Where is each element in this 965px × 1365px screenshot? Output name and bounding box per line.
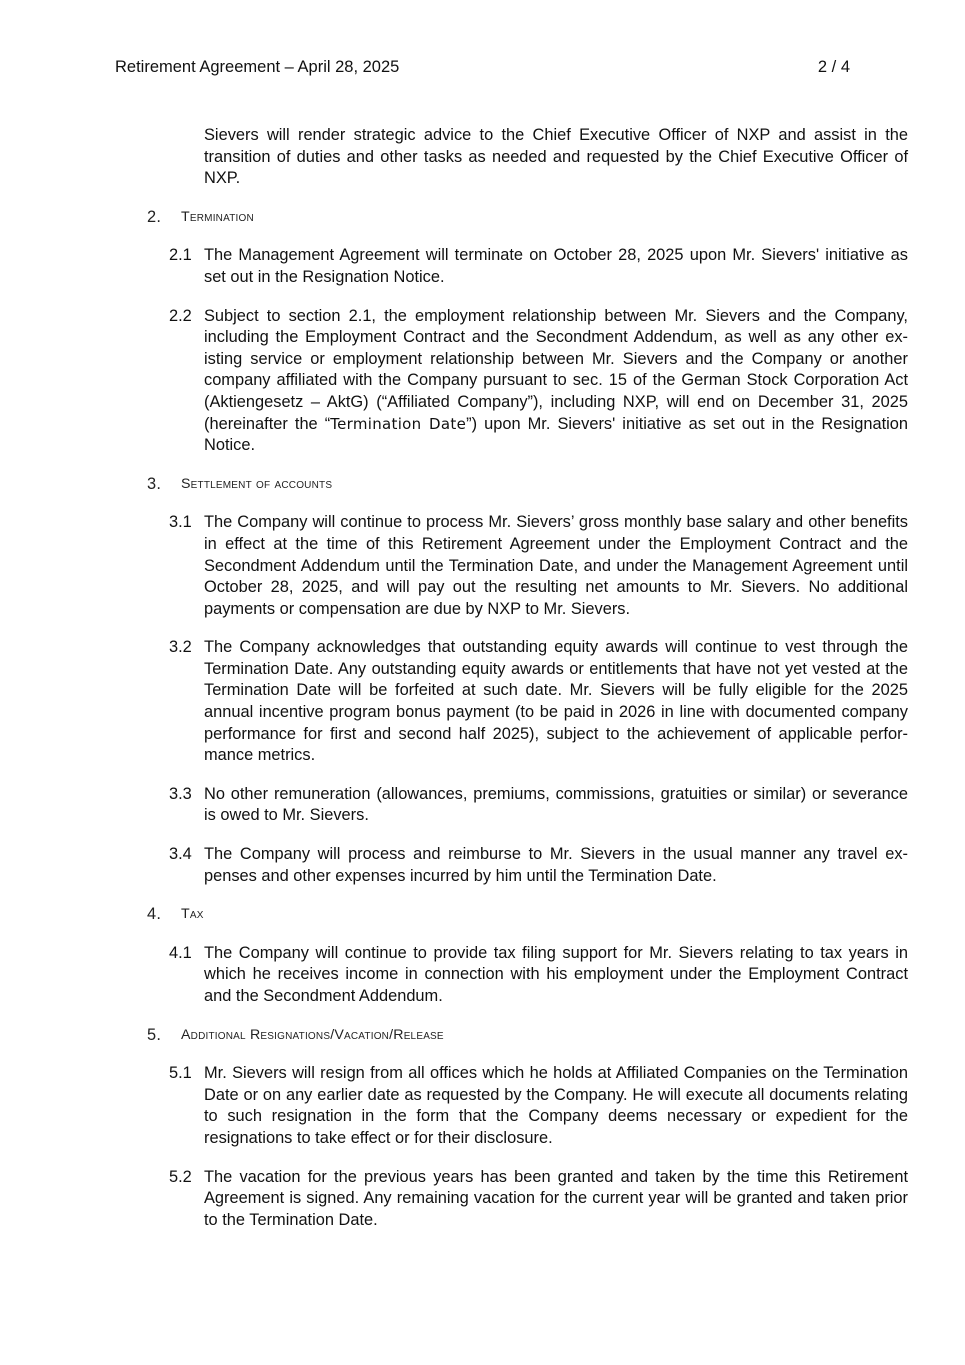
clause-text: The Company will process and reimburse to Mr. Sievers in the usual manner any travel expenses and other expenses incurred by him until the Termination Date. (204, 845, 908, 885)
document-title: Retirement Agreement – April 28, 2025 (115, 58, 400, 76)
section-title: Settlement of accounts (181, 475, 333, 492)
clause-number: 3.1 (169, 513, 192, 532)
clause-text: The Management Agreement will terminate on October 28, 2025 upon Mr. Sievers' initiative as set out in the Resignation Notice. (204, 246, 908, 286)
clause-text: The Company will continue to process Mr. Sievers’ gross monthly base salary and other benefits in effect at the time of this Retirement Agreement under the Employment Contract and the Secondment Addendum until the Termination Date, and under the Management Agreement until October 28, 2025, and will pay out the resulting net amounts to Mr. Sievers. No additional payments or compensation are due by NXP to Mr. Sievers. (204, 513, 908, 618)
section-number: 4. (147, 905, 162, 924)
clause-number: 3.4 (169, 845, 192, 864)
clause-text: No other remuneration (allowances, premiums, commissions, gratuities or similar) or severance is owed to Mr. Sievers. (204, 784, 908, 825)
clause-5-1 (169, 1063, 908, 1149)
defined-term: Termination Date (330, 414, 467, 433)
clause-number: 3.3 (169, 784, 192, 803)
clause-number: 3.2 (169, 638, 192, 657)
clause-text-part-a: Subject to section 2.1, the employment relationship between Mr. Sievers and the Company, including the Employment Contract and the Secondment Addendum, as well as any other existing service or employment relationship between Mr. Sievers and the Company or another company affiliated with the Company pursuant to sec. 15 of the German Stock Corporation Act (Aktiengesetz – AktG) (“Affiliated Company”), including NXP, will end on December 31, 2025 (hereinafter the “ (204, 306, 908, 433)
clause-text: Mr. Sievers will resign from all offices which he holds at Affiliated Companies on the Termination Date or on any earlier date as requested by the Company. He will execute all documents relating to such resignation in the form that the Company deems necessary or expedient for the resignations to take effect or for their disclosure. (204, 1064, 908, 1147)
section-title: Termination (181, 208, 254, 225)
clause-number: 5.1 (169, 1064, 192, 1083)
clause-text: The Company will continue to provide tax filing support for Mr. Sievers relating to tax years in which he receives income in connection with his employment under the Employment Contract and the Secondment Addendum. (204, 943, 908, 1005)
section-number: 3. (147, 474, 162, 493)
clause-2-2 (169, 306, 908, 457)
clause-3-1 (169, 512, 908, 620)
section-number: 2. (147, 207, 162, 226)
clause-text: The vacation for the previous years has been granted and taken by the time this Retirement Agreement is signed. Any remaining vacation for the current year will be granted and taken prior to the Termination Date. (204, 1167, 908, 1229)
clause-text: The Company acknowledges that outstanding equity awards will continue to vest through the Termination Date. Any outstanding equity awards or entitlements that have not yet vested at the Termination Date will be forfeited at such date. Mr. Sievers will be fully eligible for the 2025 annual incentive program bonus payment (to be paid in 2026 in line with documented company performance for first and second half 2025), subject to the achievement of applicable performance metrics. (204, 638, 908, 765)
page-number: 2 / 4 (817, 58, 850, 76)
section-title: Tax (181, 906, 204, 923)
clause-3-2 (169, 637, 908, 767)
section-heading-termination (147, 207, 965, 229)
section-number: 5. (147, 1025, 162, 1044)
intro-continuation-paragraph: Sievers will render strategic advice to the Chief Executive Officer of NXP and assist in the transition of duties and other tasks as needed and requested by the Chief Executive Officer of NXP. (204, 126, 908, 188)
clause-2-1 (169, 245, 908, 288)
clause-text-part-b: ”) upon Mr. Sievers' initiative as set out in the Resignation Notice. (204, 414, 908, 455)
section-heading-settlement (147, 474, 965, 496)
clause-3-3 (169, 784, 908, 827)
document-body (0, 125, 965, 1231)
clause-5-2 (169, 1167, 908, 1232)
section-heading-tax (147, 904, 965, 926)
clause-4-1 (169, 943, 908, 1008)
clause-number: 4.1 (169, 943, 192, 962)
clause-3-4 (169, 844, 908, 887)
clause-number: 2.1 (169, 246, 192, 265)
clause-number: 5.2 (169, 1167, 192, 1186)
section-title: Additional Resignations/Vacation/Release (181, 1026, 444, 1043)
clause-number: 2.2 (169, 306, 192, 325)
section-heading-additional-resignations (147, 1025, 965, 1047)
